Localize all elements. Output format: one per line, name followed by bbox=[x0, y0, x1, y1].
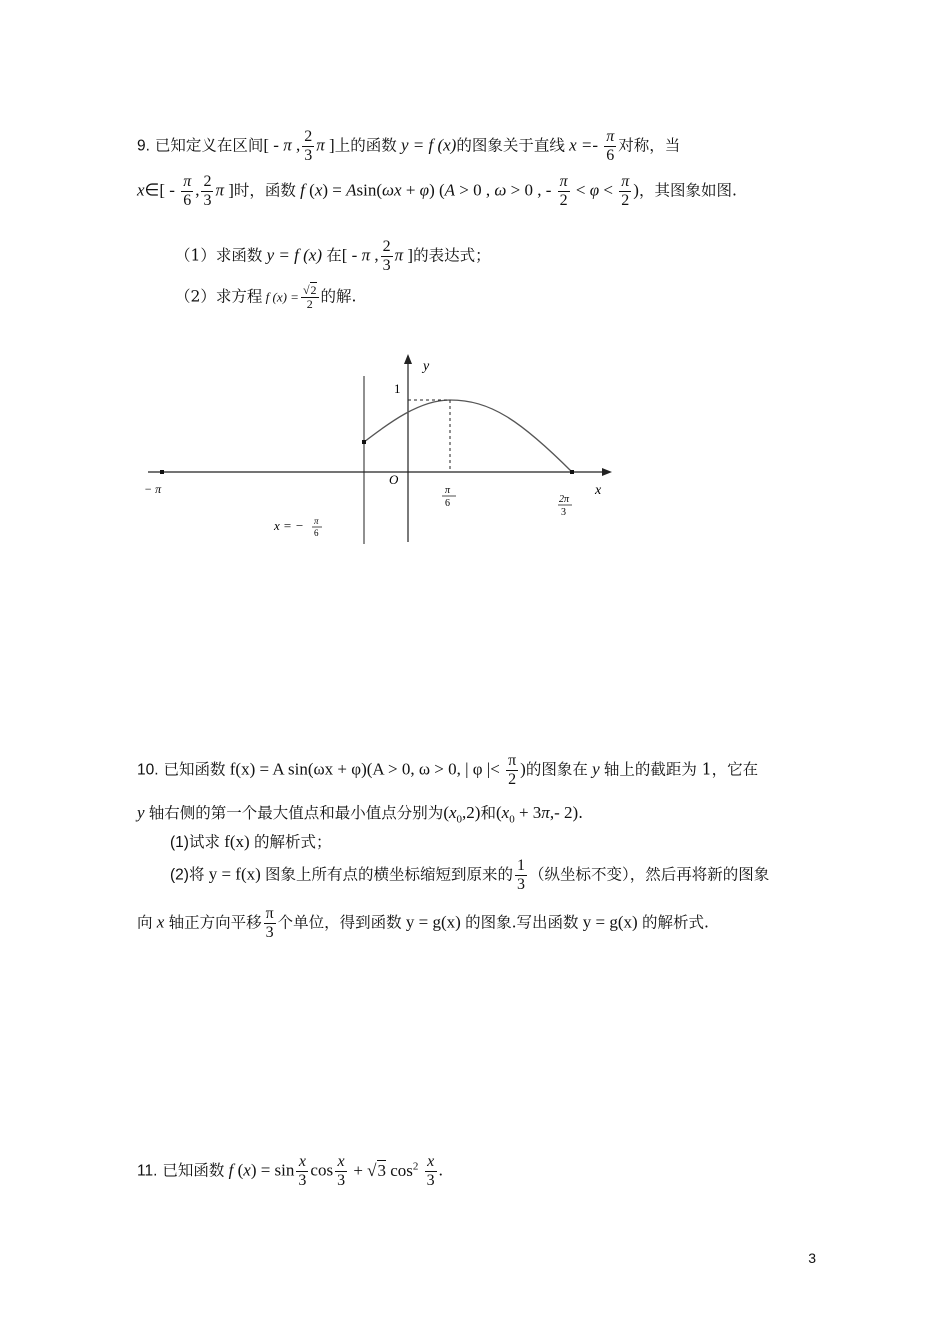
function-graph bbox=[140, 350, 620, 550]
q9-label: 9. bbox=[137, 137, 150, 155]
fraction-pi-6: $\frac{\pi}{6}$ bbox=[606, 128, 615, 164]
tick-2pi3-num: 2π bbox=[559, 494, 570, 505]
x-label: x bbox=[595, 483, 602, 498]
curve bbox=[364, 400, 572, 472]
tick-1: 1 bbox=[394, 381, 401, 396]
q9-sub2: （2）求方程 f (x) = $\frac{√2}{2}$ 的解. bbox=[175, 283, 357, 311]
math-interval: [ - π , bbox=[263, 135, 301, 155]
sym-line-label: x = − bbox=[274, 518, 304, 533]
y-label: y bbox=[423, 359, 430, 374]
q11-line1: 11. 已知函数 f (x) = sin $\frac{x}{3}$ cos $\frac{x}{3}$ + √3 $\cos^2$ $\frac{x}{3}$ . bbox=[137, 1153, 443, 1189]
math-x-eq: x =- bbox=[564, 135, 603, 155]
origin-label: O bbox=[389, 472, 399, 487]
y-axis-arrow bbox=[404, 354, 412, 364]
q10-line1: 10. 已知函数 f(x) = A sin(ωx + φ)(A > 0, ω > 0, | φ |< $\frac{\pi}{2}$ )的图象在 y 轴上的截距为 1，它在 bbox=[137, 752, 759, 788]
page-number: 3 bbox=[808, 1250, 816, 1266]
q9-line2: x∈[ - $\frac{\pi}{6}$ , $\frac{2}{3}$ π ]时，函数 f (x) = Asin(ωx + φ) (A > 0 , ω > 0 , - $\frac{\pi}{2}$ < φ < $\frac{\pi}{2}$ )，其图象如图. bbox=[137, 173, 737, 209]
q9-line1: 9. 已知定义在区间[ - π , $\frac{2}{3}$ π ]上的函数 y = f (x)的图象关于直线 x =- $\frac{\pi}{6}$ 对称，当 bbox=[137, 128, 681, 164]
math-y-fx: y = f (x) bbox=[396, 135, 457, 155]
sym-num: π bbox=[314, 516, 319, 526]
q9-sub1: （1）求函数 y = f (x) 在[ - π , $\frac{2}{3}$ π ]的表达式； bbox=[175, 238, 491, 274]
tick-2pi3-den: 3 bbox=[561, 507, 566, 518]
q10-line2: y 轴右侧的第一个最大值点和最小值点分别为$(x_0,2)$和($x_0 + 3\pi,-$ 2). bbox=[137, 803, 584, 826]
q10-sub2-cont: 向 x 轴正方向平移 $\frac{\pi}{3}$ 个单位，得到函数 y = g(x) 的图象.写出函数 y = g(x) 的解析式. bbox=[137, 905, 709, 941]
tick-pi6-den: 6 bbox=[445, 498, 450, 509]
zero-dot bbox=[570, 470, 574, 474]
tick-pi6-num: π bbox=[445, 485, 451, 496]
math-f-def: f (x) = Asin(ωx + φ) (A > 0 , ω > 0 , - bbox=[300, 180, 556, 200]
neg-pi-dot bbox=[160, 470, 164, 474]
q9-text: 已知定义在区间 bbox=[154, 136, 264, 155]
q10-sub1: (1)试求 f(x) 的解析式； bbox=[170, 832, 332, 851]
x-axis-arrow bbox=[602, 468, 612, 476]
intercept-dot bbox=[362, 440, 366, 444]
tick-neg-pi: − π bbox=[144, 482, 162, 496]
q10-sub2: (2)将 y = f(x) 图象上所有点的横坐标缩短到原来的 $\frac{1}{3}$ （纵坐标不变），然后再将新的图象 bbox=[170, 857, 770, 893]
sym-den: 6 bbox=[314, 528, 319, 538]
fraction-2-3: $\frac{2}{3}$ bbox=[304, 128, 313, 164]
